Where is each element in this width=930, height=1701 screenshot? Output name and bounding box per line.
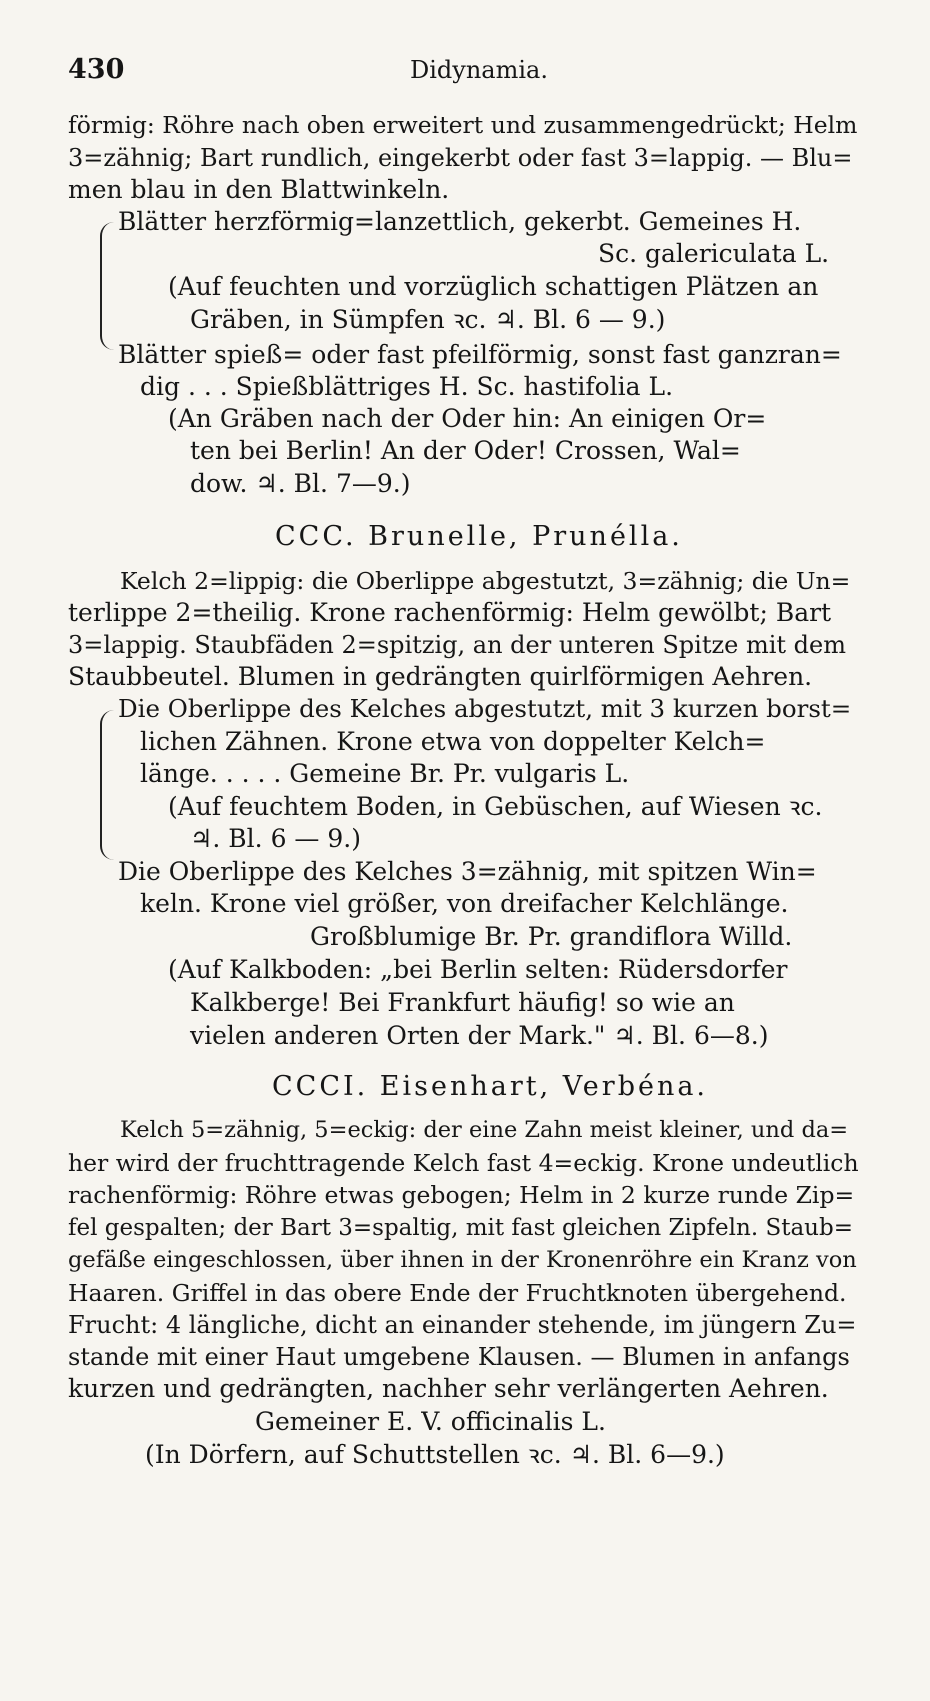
habitat-note: (Auf feuchtem Boden, in Gebüschen, auf Wiesen ꝛc. xyxy=(168,792,823,821)
species-name: Großblumige Br. Pr. grandiflora Willd. xyxy=(310,922,793,951)
habitat-note: Kalkberge! Bei Frankfurt häufig! so wie an xyxy=(190,988,735,1017)
text-line: terlippe 2=theilig. Krone rachenförmig: Helm gewölbt; Bart xyxy=(68,598,832,627)
key-brace xyxy=(100,710,114,860)
key-entry: dig . . . Spießblättriges H. Sc. hastifolia L. xyxy=(140,372,674,401)
text-line: förmig: Röhre nach oben erweitert und zusammengedrückt; Helm xyxy=(68,111,858,139)
text-line: kurzen und gedrängten, nachher sehr verlängerten Aehren. xyxy=(68,1374,829,1403)
habitat-note: (Auf Kalkboden: „bei Berlin selten: Rüdersdorfer xyxy=(168,955,788,984)
text-line: fel gespalten; der Bart 3=spaltig, mit fast gleichen Zipfeln. Staub= xyxy=(68,1215,853,1241)
key-entry: Die Oberlippe des Kelches abgestutzt, mit 3 kurzen borst= xyxy=(118,694,852,723)
text-line: stande mit einer Haut umgebene Klausen. — Blumen in anfangs xyxy=(68,1343,850,1371)
page-number: 430 xyxy=(68,54,125,85)
key-entry: keln. Krone viel größer, von dreifacher Kelchlänge. xyxy=(140,889,789,918)
genus-heading: CCCI. Eisenhart, Verbéna. xyxy=(272,1071,709,1102)
key-entry: lichen Zähnen. Krone etwa von doppelter Kelch= xyxy=(140,727,766,756)
text-line: 3=lappig. Staubfäden 2=spitzig, an der unteren Spitze mit dem xyxy=(68,631,846,659)
habitat-note: (An Gräben nach der Oder hin: An einigen Or= xyxy=(168,404,767,433)
key-entry: Blätter spieß= oder fast pfeilförmig, sonst fast ganzran= xyxy=(118,340,842,369)
key-brace xyxy=(100,222,114,350)
species-name: Sc. galericulata L. xyxy=(598,239,830,268)
habitat-note: Gräben, in Sümpfen ꝛc. ♃. Bl. 6 — 9.) xyxy=(190,305,666,334)
text-line: Haaren. Griffel in das obere Ende der Fruchtknoten übergehend. xyxy=(68,1279,847,1307)
habitat-note: ten bei Berlin! An der Oder! Crossen, Wal= xyxy=(190,436,741,465)
text-line: Kelch 2=lippig: die Oberlippe abgestutzt, 3=zähnig; die Un= xyxy=(120,567,851,595)
key-entry: Die Oberlippe des Kelches 3=zähnig, mit spitzen Win= xyxy=(118,857,817,886)
habitat-note: vielen anderen Orten der Mark." ♃. Bl. 6—8.) xyxy=(190,1021,769,1050)
key-entry: Blätter herzförmig=lanzettlich, gekerbt. Gemeines H. xyxy=(118,207,802,236)
habitat-note: (Auf feuchten und vorzüglich schattigen Plätzen an xyxy=(168,272,819,301)
text-line: men blau in den Blattwinkeln. xyxy=(68,175,450,204)
text-line: rachenförmig: Röhre etwas gebogen; Helm in 2 kurze runde Zip= xyxy=(68,1181,855,1209)
habitat-note: dow. ♃. Bl. 7—9.) xyxy=(190,469,411,498)
habitat-note: (In Dörfern, auf Schuttstellen ꝛc. ♃. Bl. 6—9.) xyxy=(145,1440,725,1469)
text-line: 3=zähnig; Bart rundlich, eingekerbt oder fast 3=lappig. — Blu= xyxy=(68,144,853,172)
genus-heading: CCC. Brunelle, Prunélla. xyxy=(275,521,683,552)
key-entry: länge. . . . . Gemeine Br. Pr. vulgaris L. xyxy=(140,759,630,788)
text-line: Staubbeutel. Blumen in gedrängten quirlförmigen Aehren. xyxy=(68,662,813,691)
text-line: Kelch 5=zähnig, 5=eckig: der eine Zahn meist kleiner, und da= xyxy=(120,1117,849,1143)
habitat-note: ♃. Bl. 6 — 9.) xyxy=(190,824,361,853)
running-title: Didynamia. xyxy=(410,56,548,84)
text-line: gefäße eingeschlossen, über ihnen in der Kronenröhre ein Kranz von xyxy=(68,1247,857,1273)
species-name: Gemeiner E. V. officinalis L. xyxy=(255,1407,606,1436)
text-line: Frucht: 4 längliche, dicht an einander stehende, im jüngern Zu= xyxy=(68,1311,857,1339)
text-line: her wird der fruchttragende Kelch fast 4=eckig. Krone undeutlich xyxy=(68,1149,859,1177)
